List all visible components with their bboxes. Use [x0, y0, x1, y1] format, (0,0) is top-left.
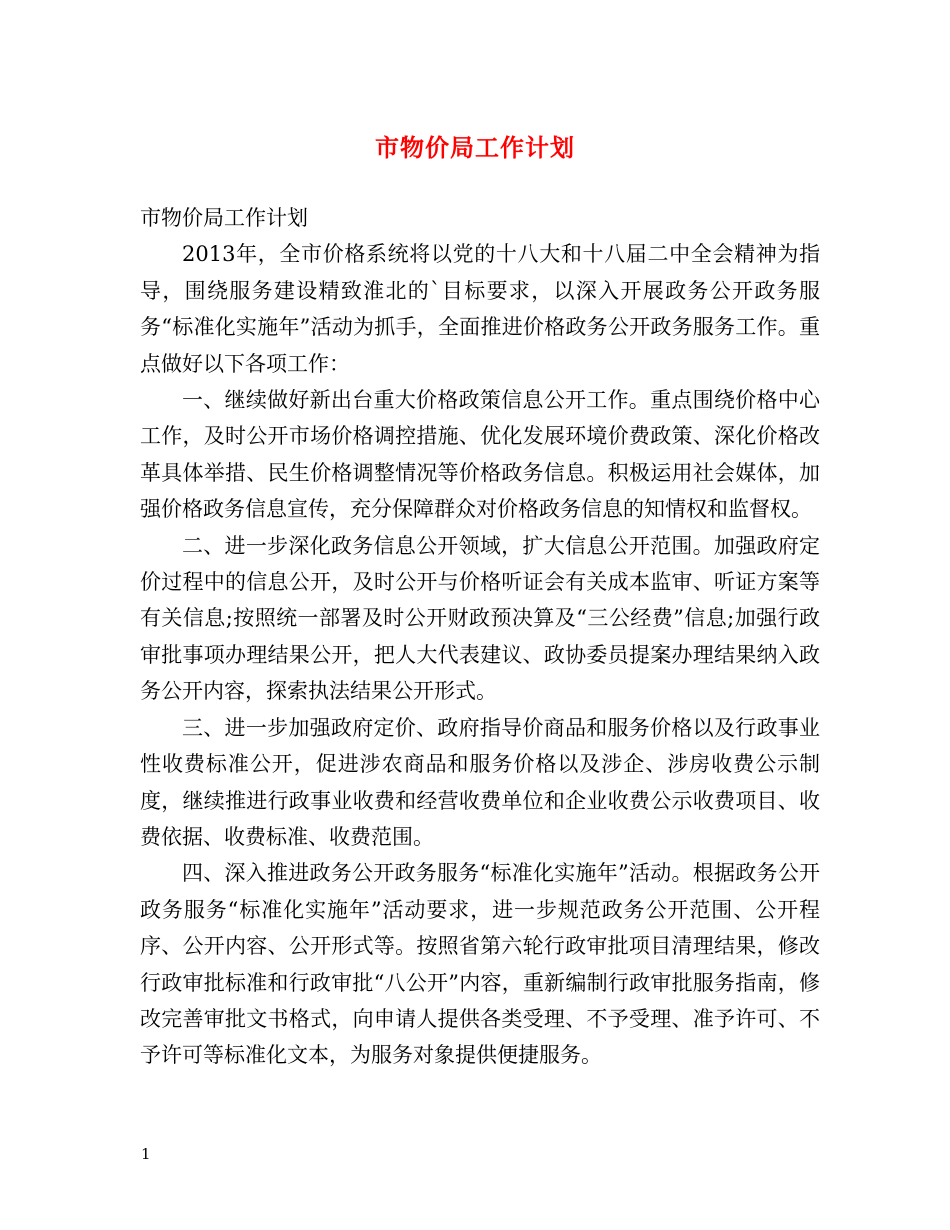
paragraph-3: 三、进一步加强政府定价、政府指导价商品和服务价格以及行政事业性收费标准公开，促进涉农商品和服务价格以及涉企、涉房收费公示制度，继续推进行政事业收费和经营收费单位和企业收费公示收费项目、收费依据、收费标准、收费范围。: [140, 715, 820, 849]
document-title: 市物价局工作计划: [375, 133, 575, 162]
paragraph-4: 四、深入推进政务公开政务服务“标准化实施年”活动。根据政务公开政务服务“标准化实施年”活动要求，进一步规范政务公开范围、公开程序、公开内容、公开形式等。按照省第六轮行政审批项目清理结果，修改行政审批标准和行政审批“八公开”内容，重新编制行政审批服务指南，修改完善审批文书格式，向申请人提供各类受理、不予受理、准予许可、不予许可等标准化文本，为服务对象提供便捷服务。: [140, 861, 820, 1068]
document-body: [140, 200, 820, 1074]
page-number: 1: [141, 1145, 151, 1163]
document-subtitle: 市物价局工作计划: [140, 206, 308, 230]
paragraph-1: 一、继续做好新出台重大价格政策信息公开工作。重点围绕价格中心工作，及时公开市场价格调控措施、优化发展环境价费政策、深化价格改革具体举措、民生价格调整情况等价格政务信息。积极运用社会媒体，加强价格政务信息宣传，充分保障群众对价格政务信息的知情权和监督权。: [140, 388, 820, 522]
paragraph-intro: 2013年，全市价格系统将以党的十八大和十八届二中全会精神为指导，围绕服务建设精致淮北的`目标要求，以深入开展政务公开政务服务“标准化实施年”活动为抓手，全面推进价格政务公开政务服务工作。重点做好以下各项工作：: [140, 242, 820, 376]
paragraph-2: 二、进一步深化政务信息公开领域，扩大信息公开范围。加强政府定价过程中的信息公开，及时公开与价格听证会有关成本监审、听证方案等有关信息;按照统一部署及时公开财政预决算及“三公经费”信息;加强行政审批事项办理结果公开，把人大代表建议、政协委员提案办理结果纳入政务公开内容，探索执法结果公开形式。: [140, 533, 820, 704]
